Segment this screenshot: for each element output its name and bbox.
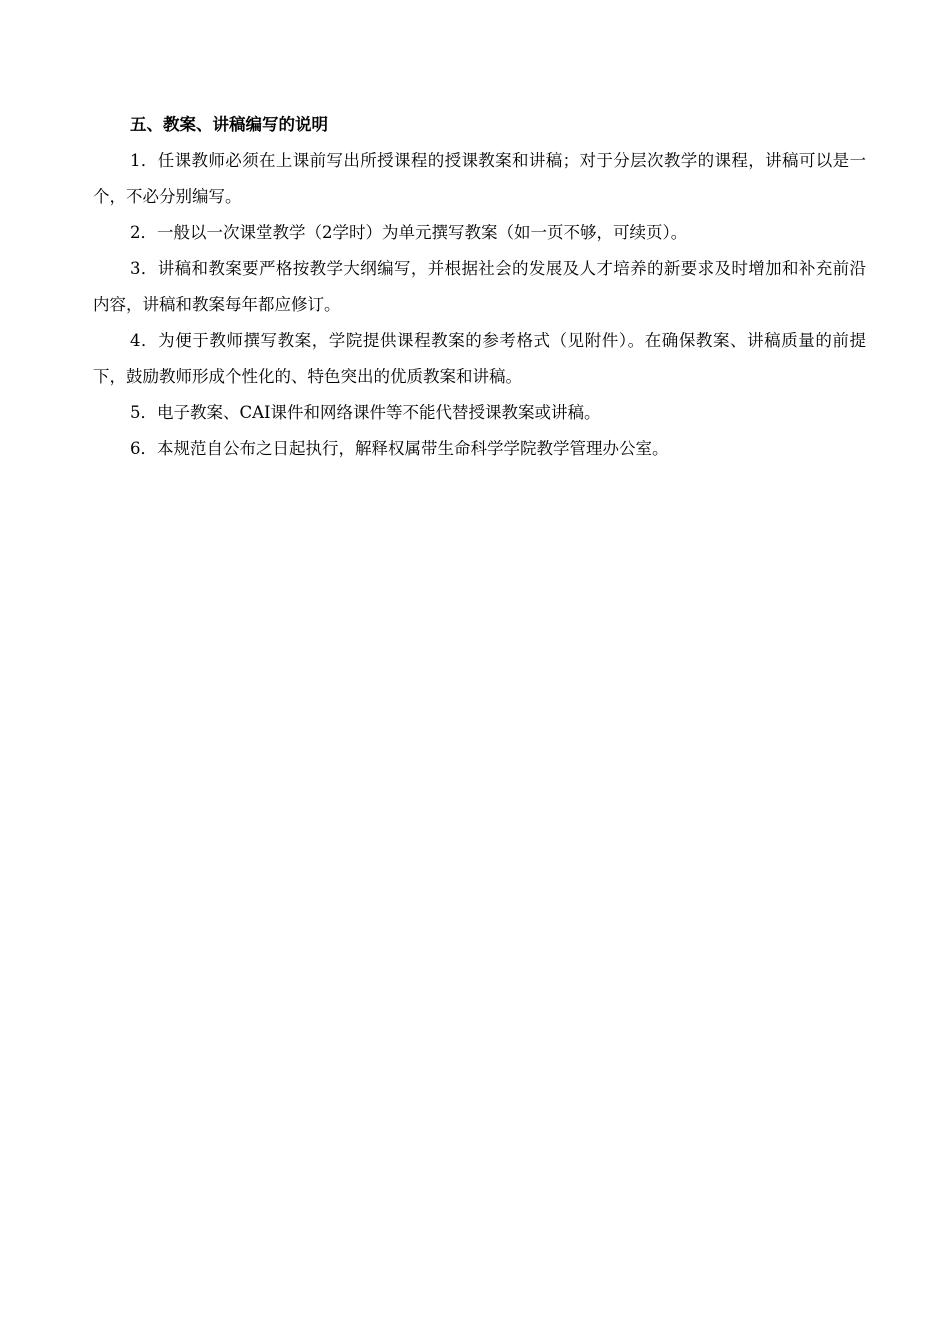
paragraph-4: 4．为便于教师撰写教案，学院提供课程教案的参考格式（见附件）。在确保教案、讲稿质量的前提下，鼓励教师形成个性化的、特色突出的优质教案和讲稿。 bbox=[93, 331, 866, 386]
paragraph-6: 6．本规范自公布之日起执行，解释权属带生命科学学院教学管理办公室。 bbox=[130, 439, 669, 458]
section-heading: 五、教案、讲稿编写的说明 bbox=[130, 115, 328, 134]
document-page bbox=[93, 111, 866, 467]
paragraph-5: 5．电子教案、CAI课件和网络课件等不能代替授课教案或讲稿。 bbox=[130, 403, 601, 422]
paragraph-3: 3．讲稿和教案要严格按教学大纲编写，并根据社会的发展及人才培养的新要求及时增加和补充前沿内容，讲稿和教案每年都应修订。 bbox=[93, 259, 866, 314]
paragraph-1: 1．任课教师必须在上课前写出所授课程的授课教案和讲稿；对于分层次教学的课程，讲稿可以是一个，不必分别编写。 bbox=[93, 151, 866, 206]
paragraph-2: 2．一般以一次课堂教学（2学时）为单元撰写教案（如一页不够，可续页）。 bbox=[130, 223, 688, 242]
